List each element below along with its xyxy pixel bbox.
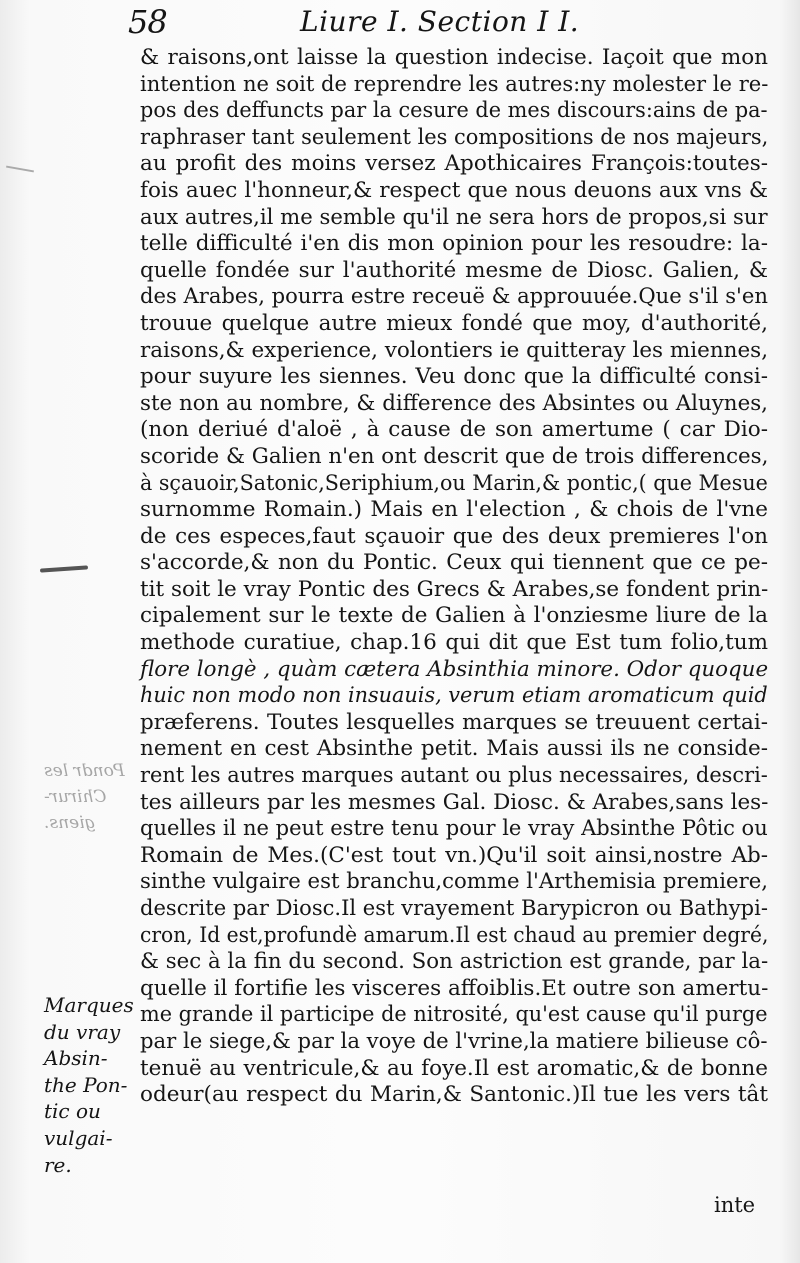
margin-note-line: tic ou — [44, 1099, 101, 1124]
text-line: cipalement sur le texte de Galien à l'onziesme liure de la — [140, 603, 768, 629]
paper-crease — [6, 166, 34, 173]
text-line: (non deriué d'aloë , à cause de son amertume ( car Dio- — [140, 417, 768, 443]
margin-note-line: Absin- — [44, 1046, 108, 1071]
text-line: Romain de Mes.(C'est tout vn.)Qu'il soit ainsi,nostre Ab- — [140, 842, 768, 868]
text-line: s'accorde,& non du Pontic. Ceux qui tiennent que ce pe- — [140, 550, 768, 576]
body-text — [140, 45, 768, 1109]
running-title: Liure I. Section I I. — [300, 5, 580, 38]
text-line: tenuë au ventricule,& au foye.Il est aromatic,& de bonne — [140, 1055, 768, 1081]
text-line: scoride & Galien n'en ont descrit que de trois differences, — [140, 443, 769, 469]
text-line: au profit des moins versez Apothicaires François:toutes- — [140, 151, 768, 177]
text-line: & raisons,ont laisse la question indecise. Iaçoit que mon — [140, 45, 768, 70]
text-line: ste non au nombre, & difference des Absintes ou Aluynes, — [140, 390, 768, 416]
catchword: inte — [714, 1193, 756, 1217]
text-line: par le siege,& par la voye de l'vrine,la matiere bilieuse cô- — [140, 1028, 768, 1054]
text-line: odeur(au respect du Marin,& Santonic.)Il tue les vers tât — [140, 1082, 768, 1108]
bleed-through-line: Pondr les — [44, 761, 125, 781]
bleed-through-margin-note — [44, 758, 142, 836]
text-line: surnomme Romain.) Mais en l'election , & chois de l'vne — [140, 497, 768, 523]
text-line: raphraser tant seulement les compositions de nos majeurs, — [140, 124, 769, 150]
text-line: aux autres,il me semble qu'il ne sera hors de propos,si sur — [140, 204, 768, 230]
text-line: methode curatiue, chap.16 qui dit que Est tum folio,tum — [140, 630, 768, 656]
latin-quote-line: flore longè , quàm cætera Absinthia minore. Odor quoque — [140, 656, 769, 682]
text-line: pour suyure les siennes. Veu donc que la difficulté consi- — [140, 364, 768, 390]
margin-note-line: vulgai- — [44, 1125, 113, 1150]
text-line: trouue quelque autre mieux fondé que moy, d'authorité, — [140, 310, 768, 336]
margin-note-line: the Pon- — [44, 1072, 128, 1097]
text-line: præferens. Toutes lesquelles marques se treuuent certai- — [140, 709, 768, 735]
text-line: descrite par Diosc.Il est vrayement Barypicron ou Bathypi- — [140, 896, 768, 921]
text-line: raisons,& experience, volontiers ie quitteray les miennes, — [140, 337, 769, 363]
text-line: quelles il ne peut estre tenu pour le vray Absinthe Pôtic ou — [140, 816, 768, 842]
text-line: fois auec l'honneur,& respect que nous deuons aux vns & — [140, 177, 768, 203]
bleed-through-line: Chirur- — [44, 787, 107, 807]
text-line: quelle fondée sur l'authorité mesme de Diosc. Galien, & — [140, 257, 768, 283]
page-number: 58 — [128, 3, 167, 41]
margin-note — [44, 992, 140, 1178]
latin-quote-line: huic non modo non insuauis, verum etiam aromaticum quid — [140, 683, 768, 709]
margin-note-line: re. — [44, 1152, 72, 1177]
text-line: telle difficulté i'en dis mon opinion pour les resoudre: la- — [140, 231, 768, 257]
text-line: & sec à la fin du second. Son astriction est grande, par la- — [140, 949, 769, 975]
text-line: intention ne soit de reprendre les autres:ny molester le re- — [140, 71, 769, 97]
margin-note-line: Marques — [44, 993, 134, 1017]
text-line: pos des deffuncts par la cesure de mes discours:ains de pa- — [140, 98, 768, 124]
text-line: sinthe vulgaire est branchu,comme l'Arthemisia premiere, — [140, 869, 769, 895]
text-line: à sçauoir,Satonic,Seriphium,ou Marin,& pontic,( que Mesue — [140, 470, 768, 496]
text-line: me grande il participe de nitrosité, qu'est cause qu'il purge — [140, 1002, 768, 1028]
text-line: cron, Id est,profundè amarum.Il est chaud au premier degré, — [140, 922, 769, 948]
ink-smudge — [40, 565, 88, 572]
text-line: de ces especes,faut sçauoir que des deux premieres l'on — [140, 523, 768, 549]
text-line: nement en cest Absinthe petit. Mais aussi ils ne conside- — [140, 736, 768, 762]
text-line: des Arabes, pourra estre receuë & approuuée.Que s'il s'en — [140, 284, 768, 310]
text-line: tit soit le vray Pontic des Grecs & Arabes,se fondent prin- — [140, 576, 769, 602]
text-line: tes ailleurs par les mesmes Gal. Diosc. & Arabes,sans les- — [140, 789, 769, 815]
text-line: quelle il fortifie les visceres affoiblis.Et outre son amertu- — [140, 975, 769, 1001]
margin-note-line: du vray — [44, 1019, 121, 1044]
bleed-through-line: giens. — [44, 813, 96, 833]
page-header — [128, 2, 778, 42]
text-line: rent les autres marques autant ou plus necessaires, descri- — [140, 763, 768, 789]
